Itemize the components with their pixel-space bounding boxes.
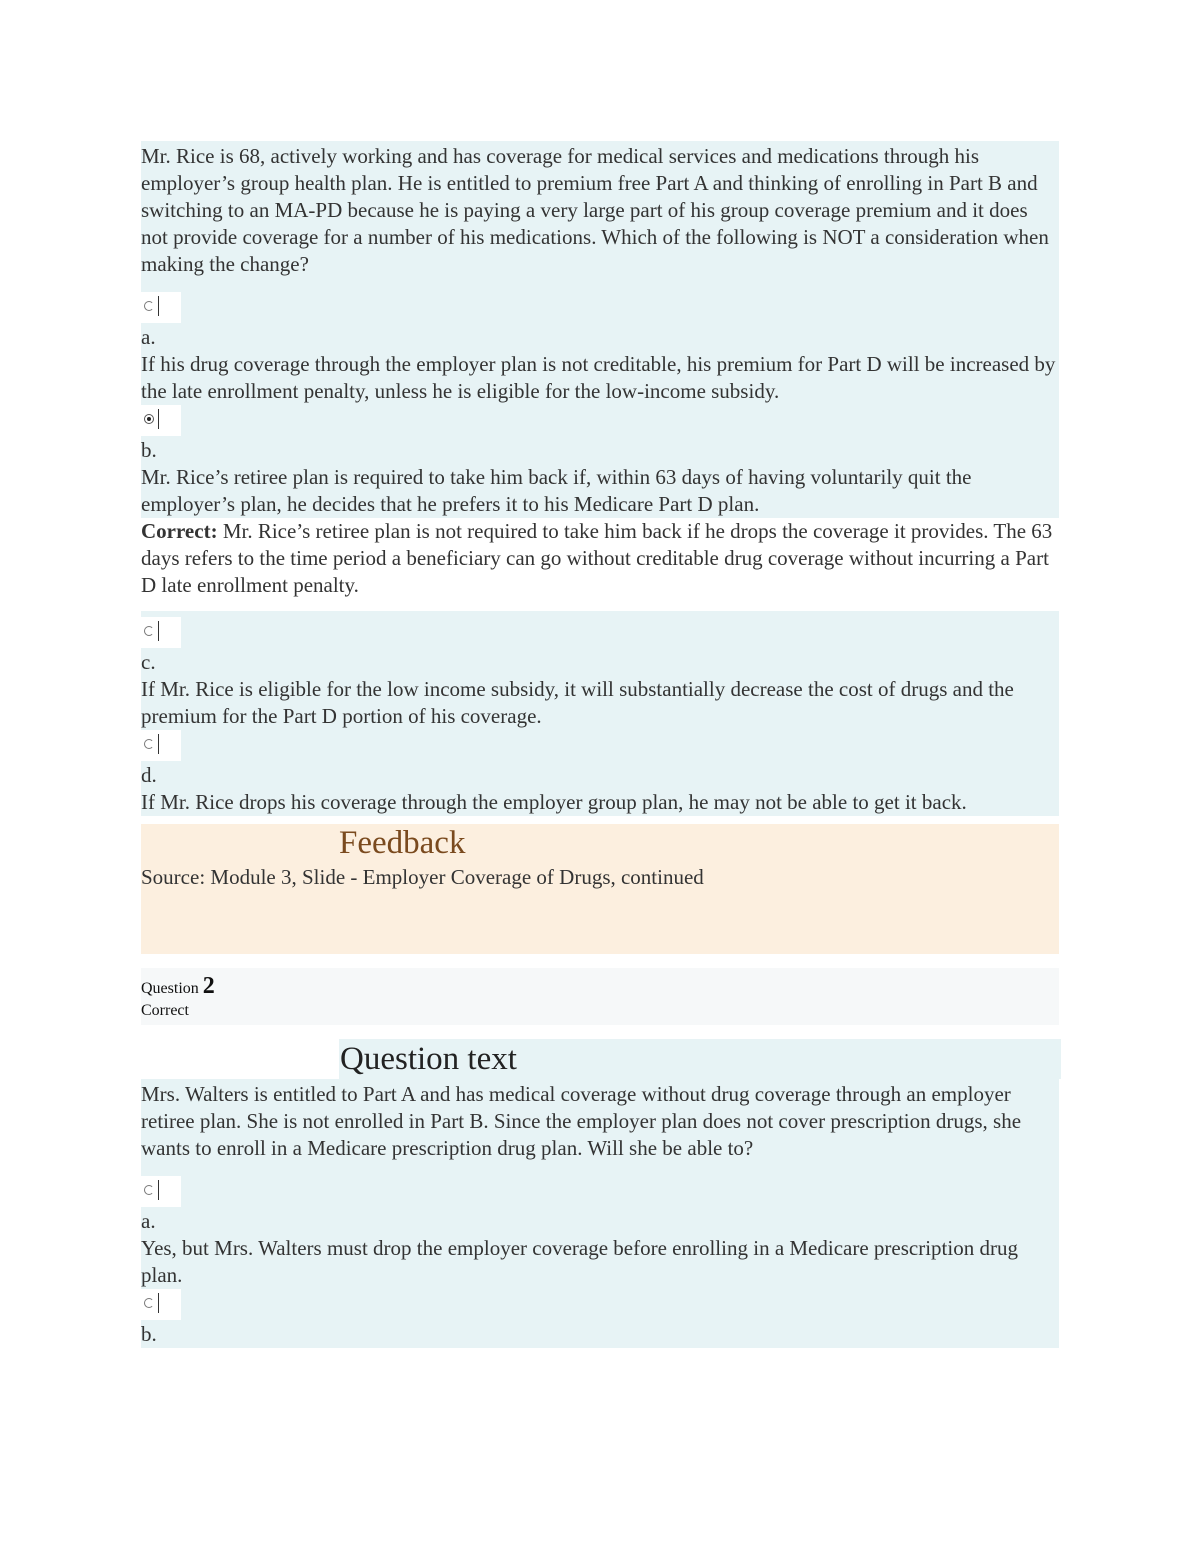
question-2-block bbox=[141, 1079, 1059, 1348]
radio-button-a[interactable] bbox=[144, 301, 154, 311]
answer-option-b[interactable] bbox=[141, 405, 1059, 518]
question-1-block-continued bbox=[141, 611, 1059, 816]
option-text: If Mr. Rice drops his coverage through the employer group plan, he may not be able to get it back. bbox=[141, 790, 967, 814]
question-text-title: Question text bbox=[340, 1041, 517, 1077]
question-1-text: Mr. Rice is 68, actively working and has coverage for medical services and medications through his employer’s group health plan. He is entitled to premium free Part A and thinking of enrolling in Part B and switching to an MA-PD because he is paying a very large part of his group coverage premium and it does not provide coverage for a number of his medications. Which of the following is NOT a consideration when making the change? bbox=[141, 144, 1049, 276]
cursor-icon bbox=[158, 621, 159, 641]
cursor-icon bbox=[158, 1293, 159, 1313]
option-letter: a. bbox=[141, 1209, 156, 1233]
radio-button-c[interactable] bbox=[144, 626, 154, 636]
question-state: Correct bbox=[141, 1002, 189, 1019]
cursor-icon bbox=[158, 409, 159, 429]
option-text: Yes, but Mrs. Walters must drop the employer coverage before enrolling in a Medicare prescription drug plan. bbox=[141, 1236, 1018, 1287]
option-letter: c. bbox=[141, 650, 156, 674]
page bbox=[141, 141, 1059, 1348]
option-letter: a. bbox=[141, 325, 156, 349]
cursor-icon bbox=[158, 734, 159, 754]
question-number-value: 2 bbox=[202, 973, 215, 999]
question-2-info bbox=[141, 968, 1059, 1025]
question-label: Question bbox=[141, 980, 199, 997]
answer-option-b[interactable] bbox=[141, 1289, 1059, 1348]
feedback-text: Source: Module 3, Slide - Employer Coverage of Drugs, continued bbox=[141, 865, 704, 889]
question-1-block bbox=[141, 141, 1059, 518]
feedback-panel bbox=[141, 824, 1059, 954]
answer-option-c[interactable] bbox=[141, 617, 1059, 730]
option-letter: d. bbox=[141, 763, 157, 787]
correct-text: Mr. Rice’s retiree plan is not required to take him back if he drops the coverage it provides. The 63 days refers to the time period a beneficiary can go without creditable drug coverage without incurring a Part D late enrollment penalty. bbox=[141, 519, 1053, 597]
option-letter: b. bbox=[141, 1322, 157, 1346]
feedback-title: Feedback bbox=[339, 825, 466, 861]
answer-option-a[interactable] bbox=[141, 292, 1059, 405]
question-2-text: Mrs. Walters is entitled to Part A and has medical coverage without drug coverage through an employer retiree plan. She is not enrolled in Part B. Since the employer plan does not cover prescription drugs, she wants to enroll in a Medicare prescription drug plan. Will she be able to? bbox=[141, 1082, 1022, 1160]
question-text-heading bbox=[141, 1039, 1059, 1079]
answer-option-a[interactable] bbox=[141, 1176, 1059, 1289]
option-letter: b. bbox=[141, 438, 157, 462]
radio-button-d[interactable] bbox=[144, 739, 154, 749]
cursor-icon bbox=[158, 296, 159, 316]
option-text: If his drug coverage through the employer plan is not creditable, his premium for Part D will be increased by the late enrollment penalty, unless he is eligible for the low-income subsidy. bbox=[141, 352, 1056, 403]
question-number bbox=[141, 973, 215, 1002]
answer-option-d[interactable] bbox=[141, 730, 1059, 816]
cursor-icon bbox=[158, 1180, 159, 1200]
correct-label: Correct: bbox=[141, 519, 218, 543]
radio-button-a[interactable] bbox=[144, 1185, 154, 1195]
radio-button-b-selected[interactable] bbox=[144, 414, 154, 424]
option-text: Mr. Rice’s retiree plan is required to take him back if, within 63 days of having voluntarily quit the employer’s plan, he decides that he prefers it to his Medicare Part D plan. bbox=[141, 465, 972, 516]
correct-explanation bbox=[141, 518, 1059, 611]
option-text: If Mr. Rice is eligible for the low income subsidy, it will substantially decrease the cost of drugs and the premium for the Part D portion of his coverage. bbox=[141, 677, 1014, 728]
radio-button-b[interactable] bbox=[144, 1298, 154, 1308]
